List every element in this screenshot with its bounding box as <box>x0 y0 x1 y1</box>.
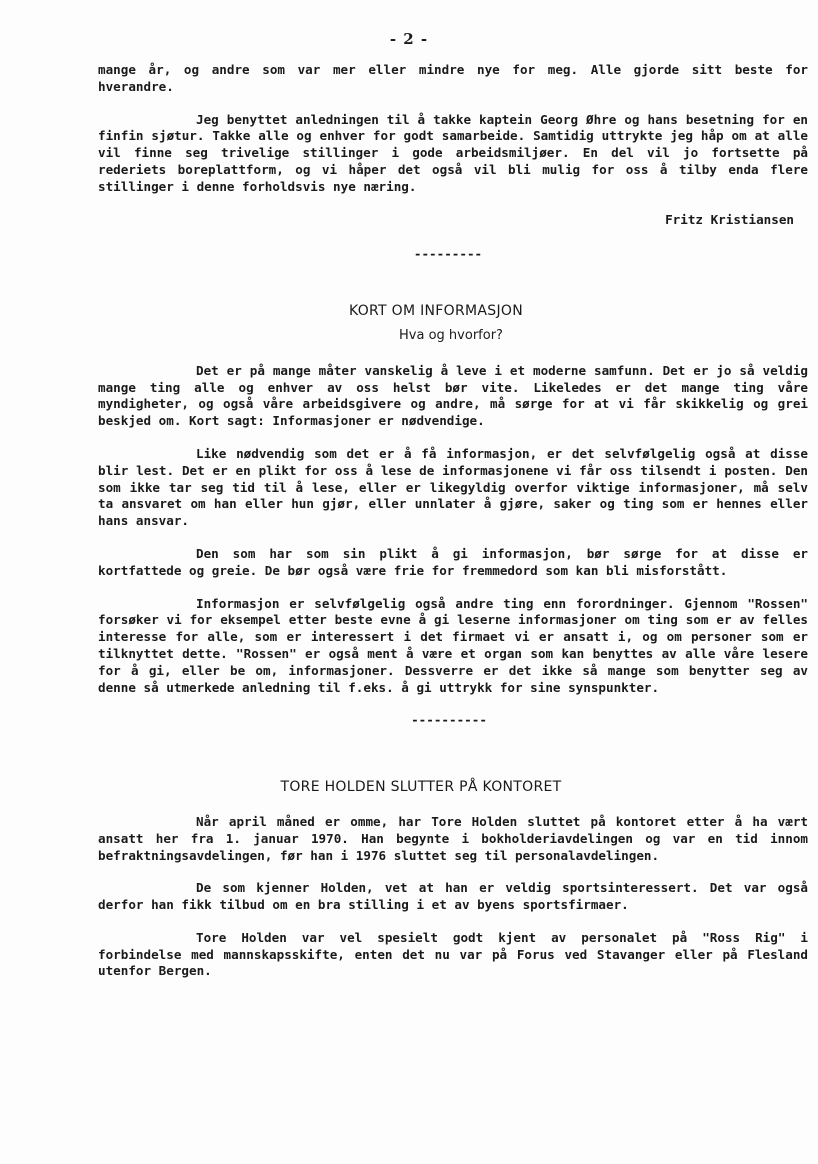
paragraph-info-4: Informasjon er selvfølgelig også andre ting enn forordninger. Gjennom "Rossen" forsøker vi for eksempel etter beste evne å gi leserne informasjoner om ting som er av felles interesse for alle, som er interessert i det firmaet vi er ansatt i, og om personer som er tilknyttet dette. "Rossen" er også ment å være et organ som kan benyttes av alle våre lesere for å gi, eller be om, informasjoner. Dessverre er det ikke så mange som benytter seg av denne så utmerkede anledning til f.eks. å gi uttrykk for sine synspunkter. <box>98 595 808 695</box>
paragraph-holden-1: Når april måned er omme, har Tore Holden sluttet på kontoret etter å ha vært ansatt her fra 1. januar 1970. Han begynte i bokholderiavdelingen og var en tid innom befraktningsavdelingen, før han i 1976 sluttet seg til personalavdelingen. <box>98 813 808 863</box>
signature: Fritz Kristiansen <box>665 211 794 227</box>
article-subheading: Hva og hvorfor? <box>399 327 503 343</box>
page-number: - 2 - <box>389 30 429 48</box>
paragraph-info-1: Det er på mange måter vanskelig å leve i et moderne samfunn. Det er jo så veldig mange ting alle og enhver av oss helst bør vite. Likeledes er det mange ting våre myndigheter, og også våre arbeidsgivere og andre, må sørge for at vi får skikkelig og grei beskjed om. Kort sagt: Informasjoner er nødvendige. <box>98 362 808 429</box>
section-divider: ---------- <box>411 712 487 728</box>
paragraph-holden-3: Tore Holden var vel spesielt godt kjent av personalet på "Ross Rig" i forbindelse med mannskapsskifte, enten det nu var på Forus ved Stavanger eller på Flesland utenfor Bergen. <box>98 929 808 979</box>
page-content <box>98 62 808 996</box>
paragraph-continued: mange år, og andre som var mer eller mindre nye for meg. Alle gjorde sitt beste for hverandre. <box>98 62 808 94</box>
article-heading-information: KORT OM INFORMASJON <box>349 303 523 320</box>
section-divider: --------- <box>413 246 483 262</box>
paragraph-info-3: Den som har som sin plikt å gi informasjon, bør sørge for at disse er kortfattede og greie. De bør også være frie for fremmedord som kan bli misforstått. <box>98 545 808 578</box>
article-heading-holden: TORE HOLDEN SLUTTER PÅ KONTORET <box>280 779 562 796</box>
paragraph-info-2: Like nødvendig som det er å få informasjon, er det selvfølgelig også at disse blir lest. Det er en plikt for oss å lese de informasjonene vi får oss tilsendt i posten. Den som ikke tar seg tid til å lese, eller er likegyldig overfor viktige informasjoner, må selv ta ansvaret om han eller hun gjør, eller unnlater å gjøre, saker og ting som er hennes eller hans ansvar. <box>98 445 808 529</box>
paragraph-thanks: Jeg benyttet anledningen til å takke kaptein Georg Øhre og hans besetning for en finfin sjøtur. Takke alle og enhver for godt samarbeide. Samtidig uttrykte jeg håp om at alle vil finne seg trivelige stillinger i gode arbeidsmiljøer. En del vil jo fortsette på rederiets boreplattform, og vi håper det også vil bli mulig for oss å tilby enda flere stillinger i denne forholdsvis nye næring. <box>98 111 808 194</box>
paragraph-holden-2: De som kjenner Holden, vet at han er veldig sportsinteressert. Det var også derfor han fikk tilbud om en bra stilling i et av byens sportsfirmaer. <box>98 880 808 913</box>
